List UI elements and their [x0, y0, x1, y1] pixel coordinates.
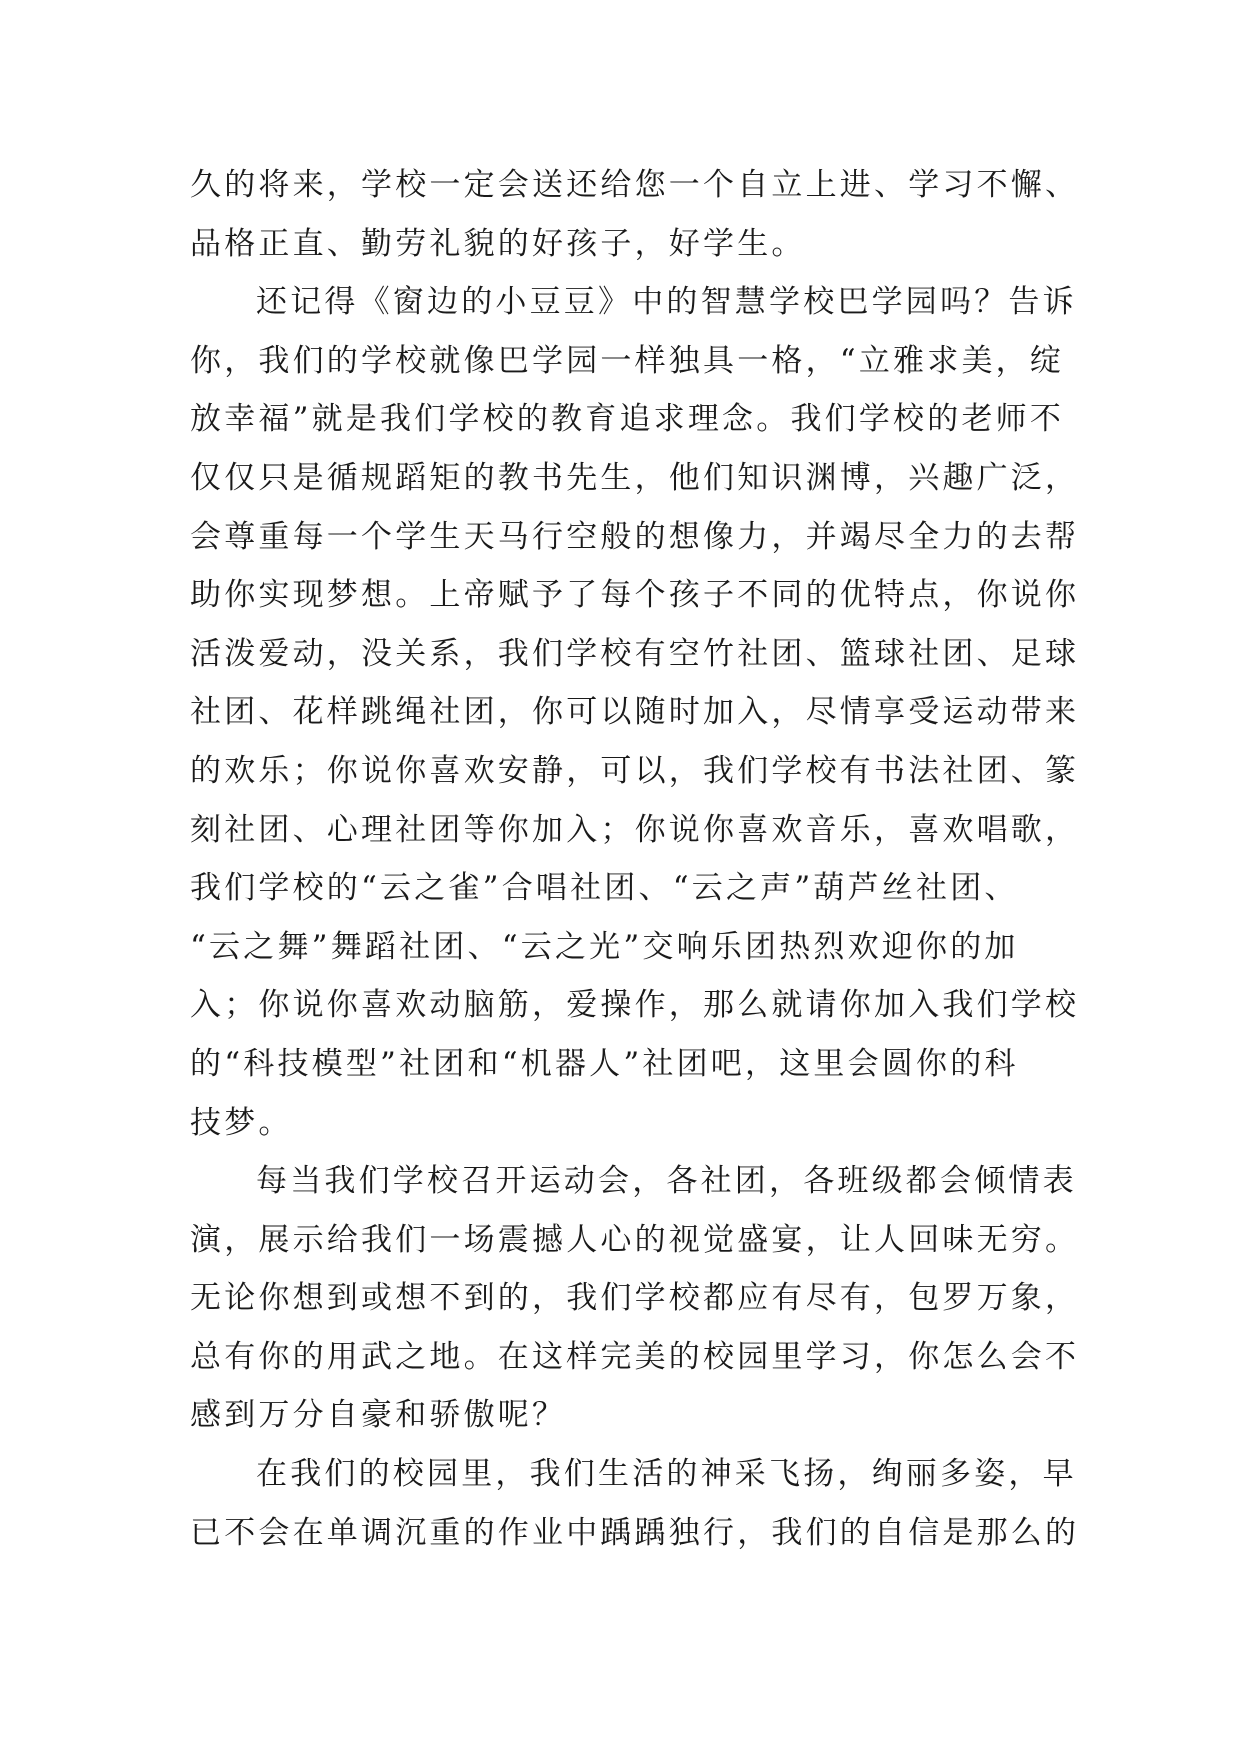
text-line: 还记得《窗边的小豆豆》中的智慧学校巴学园吗？告诉 [256, 284, 1077, 321]
text-line: 的欢乐；你说你喜欢安静，可以，我们学校有书法社团、篆 [190, 752, 1080, 789]
text-line: 演，展示给我们一场震撼人心的视觉盛宴，让人回味无穷。 [190, 1221, 1080, 1258]
text-line: 每当我们学校召开运动会，各社团，各班级都会倾情表 [256, 1163, 1077, 1200]
text-line: 活泼爱动，没关系，我们学校有空竹社团、篮球社团、足球 [190, 635, 1080, 672]
text-line: 入；你说你喜欢动脑筋，爱操作，那么就请你加入我们学校 [190, 987, 1080, 1024]
text-line: 在我们的校园里，我们生活的神采飞扬，绚丽多姿，早 [256, 1456, 1077, 1493]
text-line: 久的将来，学校一定会送还给您一个自立上进、学习不懈、 [190, 167, 1080, 203]
text-line: “云之舞”舞蹈社团、“云之光”交响乐团热烈欢迎你的加 [190, 928, 1019, 965]
text-line: 总有你的用武之地。在这样完美的校园里学习，你怎么会不 [190, 1338, 1080, 1375]
text-line: 已不会在单调沉重的作业中踽踽独行，我们的自信是那么的 [190, 1514, 1080, 1551]
text-line: 我们学校的“云之雀”合唱社团、“云之声”葫芦丝社团、 [190, 870, 1019, 907]
text-line: 助你实现梦想。上帝赋予了每个孩子不同的优特点，你说你 [190, 577, 1080, 614]
document-body [190, 156, 1080, 1562]
text-line: 放幸福”就是我们学校的教育追求理念。我们学校的老师不 [190, 401, 1065, 438]
text-line: 无论你想到或想不到的，我们学校都应有尽有，包罗万象， [190, 1280, 1080, 1317]
text-line: 仅仅只是循规蹈矩的教书先生，他们知识渊博，兴趣广泛， [190, 459, 1080, 496]
text-line: 的“科技模型”社团和“机器人”社团吧，这里会圆你的科 [190, 1045, 1019, 1082]
text-line: 技梦。 [190, 1104, 293, 1141]
text-line: 会尊重每一个学生天马行空般的想像力，并竭尽全力的去帮 [190, 518, 1080, 555]
text-line: 感到万分自豪和骄傲呢？ [190, 1397, 567, 1434]
text-line: 你，我们的学校就像巴学园一样独具一格，“立雅求美，绽 [190, 342, 1065, 379]
text-line: 社团、花样跳绳社团，你可以随时加入，尽情享受运动带来 [190, 694, 1080, 731]
text-line: 品格正直、勤劳礼貌的好孩子，好学生。 [190, 225, 806, 262]
text-line: 刻社团、心理社团等你加入；你说你喜欢音乐，喜欢唱歌， [190, 811, 1080, 848]
